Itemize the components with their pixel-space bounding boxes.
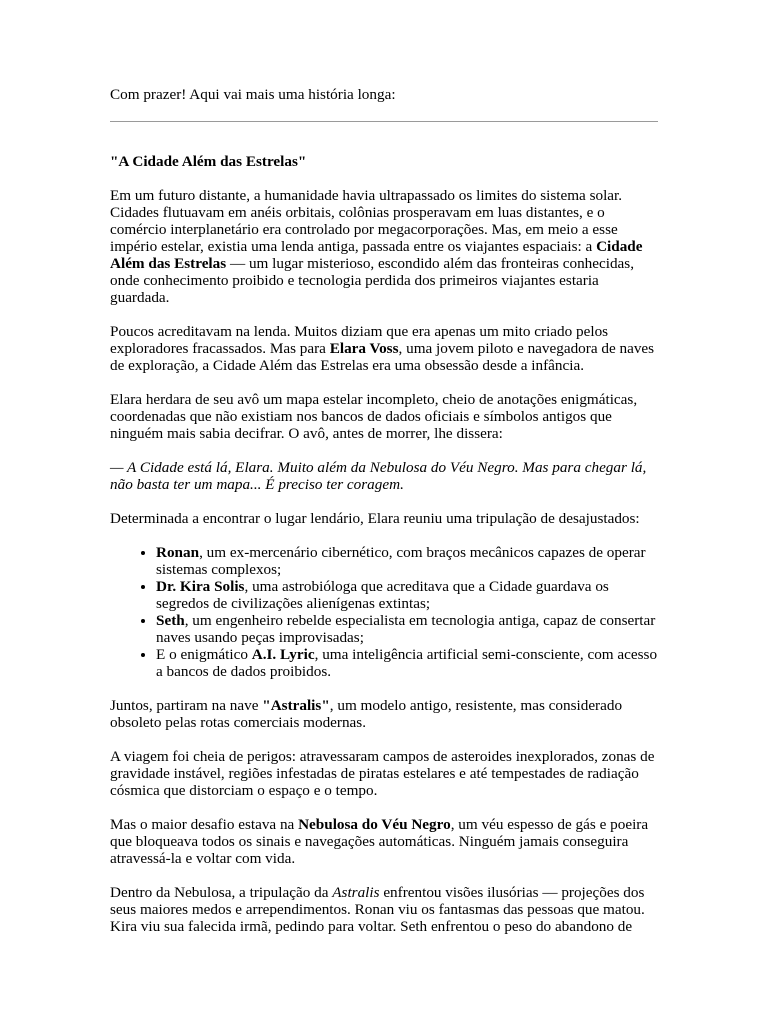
crew-desc: , uma inteligência artificial semi-consciente, com acesso a bancos de dados proibidos. (156, 646, 658, 680)
crew-name: Seth (156, 612, 185, 629)
crew-list (110, 544, 658, 680)
crew-name: Ronan (156, 544, 200, 561)
crew-desc: , um engenheiro rebelde especialista em tecnologia antiga, capaz de consertar naves usando peças improvisadas; (156, 612, 656, 646)
paragraph-1-text-b: — um lugar misterioso, escondido além das fronteiras conhecidas, onde conhecimento proibido e tecnologia perdida dos primeiros viajantes estaria guardada. (110, 255, 635, 306)
paragraph-5-bold: "Astralis" (262, 697, 330, 714)
intro-text: Com prazer! Aqui vai mais uma história longa: (110, 86, 396, 103)
paragraph-8 (110, 884, 658, 935)
paragraph-7 (110, 816, 658, 867)
crew-desc: , um ex-mercenário cibernético, com braços mecânicos capazes de operar sistemas complexos; (156, 544, 646, 578)
paragraph-7-text-a: Mas o maior desafio estava na (110, 816, 299, 833)
horizontal-divider (110, 121, 658, 122)
document-page (110, 86, 658, 952)
paragraph-5-text-a: Juntos, partiram na nave (110, 697, 263, 714)
paragraph-8-text-a: Dentro da Nebulosa, a tripulação da (110, 884, 333, 901)
list-item (156, 646, 658, 680)
paragraph-8-text-b: enfrentou visões ilusórias — projeções dos seus maiores medos e arrependimentos. Ronan viu os fantasmas das pessoas que matou. Kira viu sua falecida irmã, pedindo para voltar. Seth enfrentou o peso do abandono de (110, 884, 645, 935)
paragraph-4: Determinada a encontrar o lugar lendário, Elara reuniu uma tripulação de desajustados: (110, 510, 640, 527)
list-item (156, 612, 658, 646)
crew-pre: E o enigmático (156, 646, 252, 663)
list-item (156, 578, 658, 612)
quote-text: — A Cidade está lá, Elara. Muito além da Nebulosa do Véu Negro. Mas para chegar lá, não basta ter um mapa... É preciso ter coragem. (110, 459, 647, 493)
paragraph-1-bold: Cidade Além das Estrelas (110, 238, 643, 272)
paragraph-7-bold: Nebulosa do Véu Negro (298, 816, 451, 833)
crew-name: A.I. Lyric (251, 646, 315, 663)
story-title: "A Cidade Além das Estrelas" (110, 153, 307, 170)
paragraph-2-text-b: , uma jovem piloto e navegadora de naves de exploração, a Cidade Além das Estrelas era uma obsessão desde a infância. (110, 340, 655, 374)
crew-name: Dr. Kira Solis (156, 578, 245, 595)
quote-paragraph (110, 459, 658, 493)
list-item (156, 544, 658, 578)
paragraph-2 (110, 323, 658, 374)
paragraph-5-text-b: , um modelo antigo, resistente, mas considerado obsoleto pelas rotas comerciais modernas. (110, 697, 623, 731)
paragraph-3: Elara herdara de seu avô um mapa estelar incompleto, cheio de anotações enigmáticas, coordenadas que não existiam nos bancos de dados oficiais e símbolos antigos que ninguém mais sabia decifrar. O avô, antes de morrer, lhe dissera: (110, 391, 638, 442)
paragraph-2-bold: Elara Voss (329, 340, 399, 357)
paragraph-5 (110, 697, 658, 731)
paragraph-2-text-a: Poucos acreditavam na lenda. Muitos diziam que era apenas um mito criado pelos exploradores fracassados. Mas para (110, 323, 609, 357)
paragraph-7-text-b: , um véu espesso de gás e poeira que bloqueava todos os sinais e navegações automáticas. Ninguém jamais conseguira atravessá-la e voltar com vida. (110, 816, 649, 867)
crew-desc: , uma astrobióloga que acreditava que a Cidade guardava os segredos de civilizações alienígenas extintas; (156, 578, 609, 612)
paragraph-1 (110, 187, 658, 306)
paragraph-1-text-a: Em um futuro distante, a humanidade havia ultrapassado os limites do sistema solar. Cidades flutuavam em anéis orbitais, colônias prosperavam em luas distantes, e o comércio interplanetário era controlado por megacorporações. Mas, em meio a esse império estelar, existia uma lenda antiga, passada entre os viajantes espaciais: a (110, 187, 623, 255)
paragraph-8-italic: Astralis (332, 884, 380, 901)
paragraph-6: A viagem foi cheia de perigos: atravessaram campos de asteroides inexplorados, zonas de gravidade instável, regiões infestadas de piratas estelares e até tempestades de radiação cósmica que distorciam o espaço e o tempo. (110, 748, 655, 799)
